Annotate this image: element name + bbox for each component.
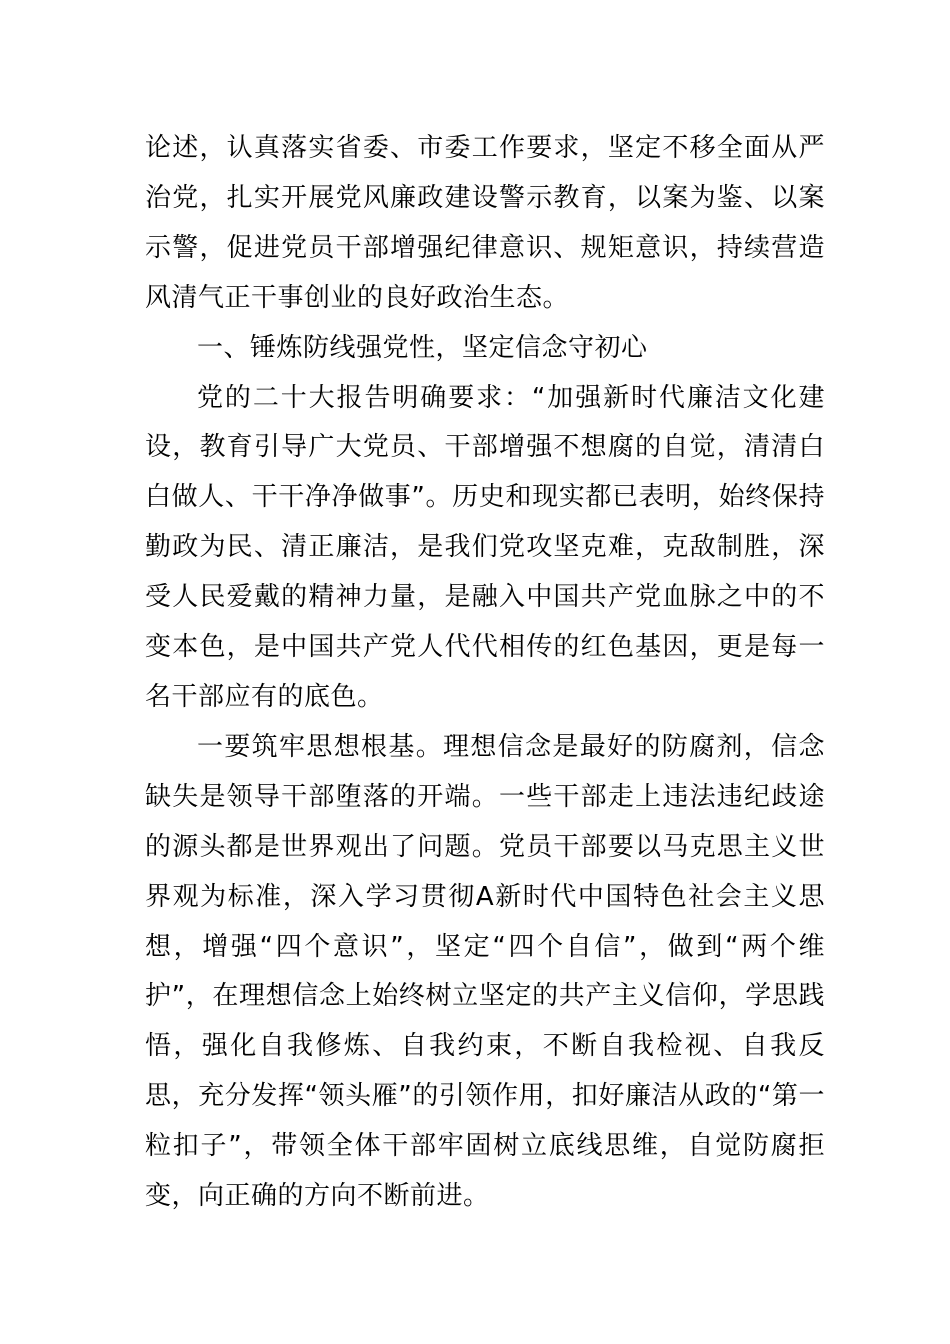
paragraph-report-quote: 党的二十大报告明确要求：“加强新时代廉洁文化建设，教育引导广大党员、干部增强不想腐的自觉，清清白白做人、干干净净做事”。历史和现实都已表明，始终保持勤政为民、清正廉洁，是我们党攻坚克难，克敌制胜，深受人民爱戴的精神力量，是融入中国共产党血脉之中的不变本色，是中国共产党人代代相传的红色基因，更是每一名干部应有的底色。 [145, 382, 825, 712]
paragraph-continuation: 论述，认真落实省委、市委工作要求，坚定不移全面从严治党，扎实开展党风廉政建设警示教育，以案为鉴、以案示警，促进党员干部增强纪律意识、规矩意识，持续营造风清气正干事创业的良好政治生态。 [145, 133, 825, 313]
paragraph-ideological-foundation: 一要筑牢思想根基。理想信念是最好的防腐剂，信念缺失是领导干部堕落的开端。一些干部走上违法违纪歧途的源头都是世界观出了问题。党员干部要以马克思主义世界观为标准，深入学习贯彻A新时代中国特色社会主义思想，增强“四个意识”，坚定“四个自信”，做到“两个维护”，在理想信念上始终树立坚定的共产主义信仰，学思践悟，强化自我修炼、自我约束，不断自我检视、自我反思，充分发挥“领头雁”的引领作用，扣好廉洁从政的“第一粒扣子”，带领全体干部牢固树立底线思维，自觉防腐拒变，向正确的方向不断前进。 [145, 731, 825, 1212]
section-heading: 一、锤炼防线强党性，坚定信念守初心 [197, 332, 648, 363]
document-body [145, 124, 825, 1222]
